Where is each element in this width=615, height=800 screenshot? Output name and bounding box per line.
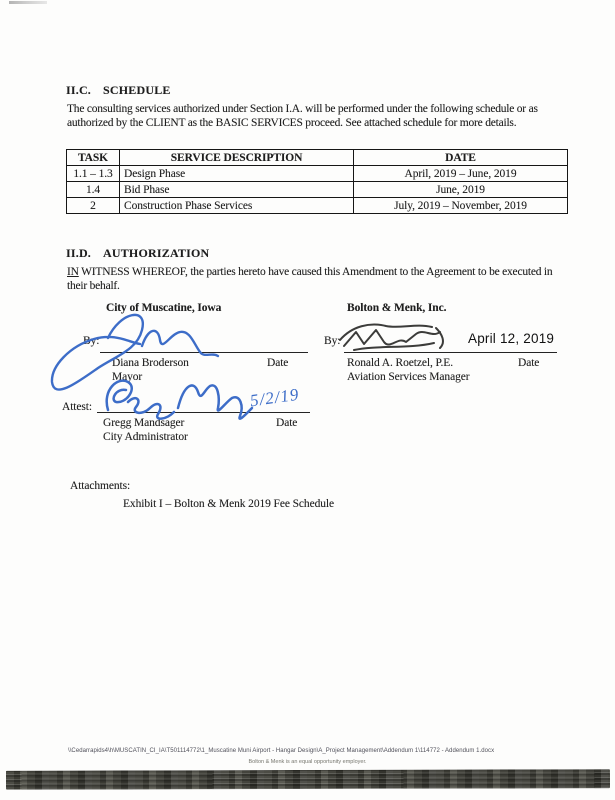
witness-rest: WITNESS WHEREOF, the parties hereto have caused this Amendment to the Agreement to be executed in their behalf. <box>67 266 553 292</box>
cell-task: 2 <box>67 198 120 214</box>
cell-description: Bid Phase <box>120 182 354 198</box>
scan-smudge-artifact <box>9 1 47 4</box>
section-title: AUTHORIZATION <box>103 246 210 260</box>
firm-signer-title: Aviation Services Manager <box>347 371 470 383</box>
cell-date: June, 2019 <box>354 182 568 198</box>
firm-date-label: Date <box>518 357 540 369</box>
cell-task: 1.4 <box>67 182 120 198</box>
section-heading-schedule <box>66 83 171 98</box>
attachments-label: Attachments: <box>70 480 131 492</box>
firm-by-label: By: <box>324 335 341 347</box>
attest-date-label: Date <box>276 417 298 429</box>
firm-typed-date: April 12, 2019 <box>468 331 555 346</box>
cell-task: 1.1 – 1.3 <box>67 166 120 182</box>
table-row <box>67 198 568 214</box>
signature-gregg-mandsager <box>100 374 255 422</box>
city-signer-name: Diana Broderson <box>112 357 189 369</box>
attest-signer-title: City Administrator <box>103 431 188 443</box>
schedule-table <box>66 149 568 214</box>
section-title: SCHEDULE <box>103 83 171 97</box>
table-row <box>67 182 568 198</box>
city-signer-title: Mayor <box>112 371 143 383</box>
section-heading-authorization <box>66 246 209 261</box>
city-org-name: City of Muscatine, Iowa <box>106 302 222 314</box>
footer-file-path: \\Cedarrapids4\h\MUSCATIN_CI_IA\T501114772\1_Muscatine Muni Airport - Hangar Design\A_Project Management\Addendum 1\114772 - Addendum 1.docx <box>68 748 495 754</box>
signature-ronald-roetzel <box>336 318 456 358</box>
col-header-task: TASK <box>67 150 120 166</box>
attest-signer-name: Gregg Mandsager <box>103 417 185 429</box>
firm-org-name: Bolton & Menk, Inc. <box>347 302 447 314</box>
firm-signer-name: Ronald A. Roetzel, P.E. <box>347 357 453 369</box>
cell-date: July, 2019 – November, 2019 <box>354 198 568 214</box>
col-header-date: DATE <box>354 150 568 166</box>
col-header-service-description: SERVICE DESCRIPTION <box>120 150 354 166</box>
section-number: II.D. <box>66 246 92 260</box>
witness-lead: IN <box>67 266 79 278</box>
city-date-label: Date <box>267 357 289 369</box>
section-number: II.C. <box>66 83 92 97</box>
schedule-paragraph: The consulting services authorized under Section I.A. will be performed under the following schedule or as authorized by the CLIENT as the BASIC SERVICES proceed. See attached schedule for more details. <box>67 103 538 129</box>
cell-date: April, 2019 – June, 2019 <box>354 166 568 182</box>
cell-description: Construction Phase Services <box>120 198 354 214</box>
authorization-paragraph <box>67 266 572 293</box>
cell-description: Design Phase <box>120 166 354 182</box>
table-row <box>67 166 568 182</box>
footer-eoe-line: Bolton & Menk is an equal opportunity employer. <box>248 759 367 765</box>
attest-label: Attest: <box>62 401 92 413</box>
city-by-label: By: <box>83 335 100 347</box>
attest-handwritten-date: 5/2/19 <box>248 384 301 411</box>
attachment-item: Exhibit I – Bolton & Menk 2019 Fee Schedule <box>123 498 334 510</box>
table-header-row <box>67 150 568 166</box>
scan-edge-band-artifact <box>6 769 610 790</box>
